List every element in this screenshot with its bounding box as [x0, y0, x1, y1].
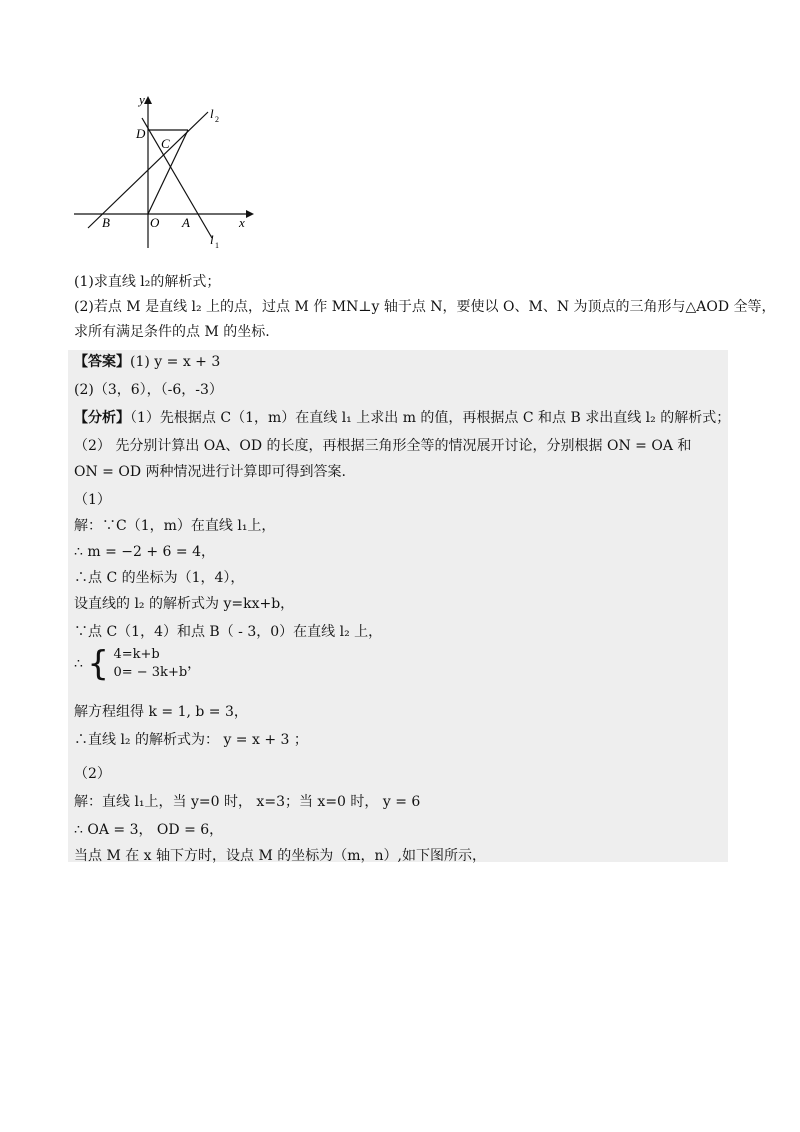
- system-equations: [113, 646, 187, 682]
- label-x: x: [239, 215, 245, 230]
- system-eq-2: 0= − 3k+b: [113, 665, 188, 680]
- question-part-2-line-2: 求所有满足条件的点 M 的坐标.: [74, 324, 270, 340]
- solution-1-line-1: 解：∵C（1，m）在直线 l₁上，: [74, 518, 276, 534]
- solution-2-line-2: ∴ OA = 3， OD = 6，: [74, 822, 224, 838]
- question-part-2-line-1: (2)若点 M 是直线 l₂ 上的点，过点 M 作 MN⊥y 轴于点 N，要使以 O、M、N 为顶点的三角形与△AOD 全等，: [74, 299, 776, 315]
- label-y: y: [139, 92, 145, 107]
- answer-label: 【答案】: [74, 354, 130, 370]
- label-l2: l: [210, 106, 214, 121]
- solution-2-heading: （2）: [74, 766, 111, 782]
- y-axis-arrow: [144, 96, 152, 104]
- system-suffix: ，: [187, 656, 202, 672]
- label-l2-sub: 2: [215, 115, 219, 124]
- label-B: B: [102, 215, 110, 230]
- solution-1-line-7: 解方程组得 k = 1, b = 3，: [74, 704, 248, 720]
- answer-1: (1) y = x + 3: [130, 354, 221, 370]
- label-l1-sub: 1: [215, 241, 219, 250]
- analysis-line-3: ON = OD 两种情况进行计算即可得到答案.: [74, 464, 346, 480]
- solution-1-line-3: ∴点 C 的坐标为（1，4），: [74, 570, 245, 586]
- equation-system: [74, 646, 201, 682]
- left-brace: {: [87, 644, 110, 684]
- coordinate-figure: [60, 88, 260, 258]
- analysis-1: （1）先根据点 C（1，m）在直线 l₁ 上求出 m 的值，再根据点 C 和点 B 求出直线 l₂ 的解析式；: [130, 410, 731, 426]
- analysis-line-1: [74, 408, 730, 428]
- system-eq-1: 4=k+b: [113, 647, 160, 662]
- solution-1-line-8: ∴直线 l₂ 的解析式为： y = x + 3 ；: [74, 732, 308, 748]
- solution-1-line-2: ∴ m = −2 + 6 = 4，: [74, 544, 215, 560]
- answer-2: (2)（3，6），（-6，-3）: [74, 382, 223, 398]
- label-D: D: [136, 126, 146, 141]
- system-prefix: ∴: [74, 656, 83, 672]
- figure-svg: [60, 88, 260, 258]
- solution-1-line-5: ∵点 C（1，4）和点 B（ - 3，0）在直线 l₂ 上，: [74, 624, 383, 640]
- solution-1-line-4: 设直线的 l₂ 的解析式为 y=kx+b，: [74, 596, 295, 612]
- label-C: C: [161, 136, 170, 151]
- solution-2-line-1: 解：直线 l₁上，当 y=0 时， x=3；当 x=0 时， y = 6: [74, 794, 421, 810]
- label-O: O: [150, 215, 160, 230]
- x-axis-arrow: [246, 210, 254, 218]
- label-A: A: [182, 215, 190, 230]
- answer-line-1: [74, 352, 220, 372]
- solution-1-heading: （1）: [74, 492, 111, 508]
- solution-2-line-3: 当点 M 在 x 轴下方时，设点 M 的坐标为（m，n）,如下图所示，: [74, 848, 487, 864]
- label-l1: l: [210, 232, 214, 247]
- analysis-line-2: （2） 先分别计算出 OA、OD 的长度，再根据三角形全等的情况展开讨论，分别根据 ON = OA 和: [74, 438, 692, 454]
- analysis-label: 【分析】: [74, 410, 130, 426]
- question-part-1: (1)求直线 l₂的解析式；: [74, 274, 221, 290]
